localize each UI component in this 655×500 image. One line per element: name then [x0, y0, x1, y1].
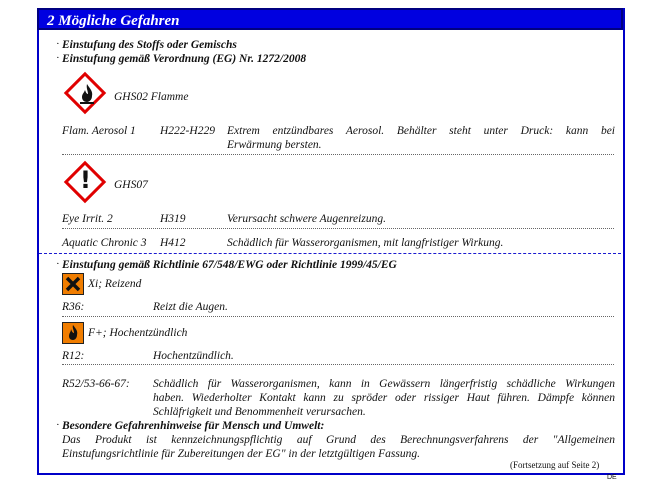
r-text: Reizt die Augen.	[153, 301, 228, 313]
hazard-class: Aquatic Chronic 3	[62, 237, 147, 249]
exclamation-icon: !	[80, 166, 91, 194]
continuation-note: (Fortsetzung auf Seite 2)	[510, 460, 600, 470]
language-code: DE	[607, 474, 617, 481]
xi-label: Xi; Reizend	[88, 278, 142, 290]
hazard-statement: Verursacht schwere Augenreizung.	[227, 213, 386, 225]
ghs07-label: GHS07	[114, 179, 148, 191]
r-text: Schläfrigkeit und Benommenheit verursachen.	[153, 406, 366, 418]
dashed-divider	[39, 253, 621, 254]
bullet: ·	[56, 419, 60, 431]
r-text: Hochentzündlich.	[153, 350, 234, 362]
r-code: R36:	[62, 301, 85, 313]
dotted-divider	[62, 228, 614, 229]
bullet: ·	[56, 52, 60, 64]
ghs02-label: GHS02 Flamme	[114, 91, 189, 103]
hazard-class: Eye Irrit. 2	[62, 213, 113, 225]
classification-heading: Einstufung des Stoffs oder Gemischs	[62, 39, 237, 51]
directive-heading: Einstufung gemäß Richtlinie 67/548/EWG oder Richtlinie 1999/45/EG	[62, 259, 397, 271]
r-code: R12:	[62, 350, 85, 362]
special-heading: Besondere Gefahrenhinweise für Mensch und Umwelt:	[62, 420, 325, 432]
xi-irritant-icon	[62, 273, 84, 295]
dotted-divider	[62, 364, 614, 365]
r-code: R52/53-66-67:	[62, 378, 130, 390]
hazard-statement: Extrem entzündbares Aerosol. Behälter steht unter Druck: kann bei	[227, 125, 615, 137]
special-text: Das Produkt ist kennzeichnungspflichtig auf Grund des Berechnungsverfahrens der "Allgemeinen	[62, 434, 615, 446]
hazard-class: Flam. Aerosol 1	[62, 125, 136, 137]
bullet: ·	[56, 258, 60, 270]
clp-heading: Einstufung gemäß Verordnung (EG) Nr. 1272/2008	[62, 53, 307, 65]
r-text: haben. Wiederholter Kontakt kann zu spröder oder rissiger Haut führen. Dämpfe können	[153, 392, 615, 404]
hazard-code: H319	[160, 213, 186, 225]
hazard-code: H222-H229	[160, 125, 215, 137]
f-label: F+; Hochentzündlich	[88, 327, 188, 339]
hazard-statement: Schädlich für Wasserorganismen, mit langfristiger Wirkung.	[227, 237, 504, 249]
section-header: 2 Mögliche Gefahren	[37, 8, 623, 30]
flame-icon	[76, 82, 98, 106]
hazard-code: H412	[160, 237, 186, 249]
bullet: ·	[56, 38, 60, 50]
dotted-divider	[62, 316, 614, 317]
hazard-statement-cont: Erwärmung bersten.	[227, 139, 322, 151]
r-text: Schädlich für Wasserorganismen, kann in Gewässern längerfristig schädliche Wirkungen	[153, 378, 615, 390]
f-flammable-icon	[62, 322, 84, 344]
dotted-divider	[62, 154, 614, 155]
special-text: Einstufungsrichtlinie für Zubereitungen der EG" in der letztgültigen Fassung.	[62, 448, 421, 460]
